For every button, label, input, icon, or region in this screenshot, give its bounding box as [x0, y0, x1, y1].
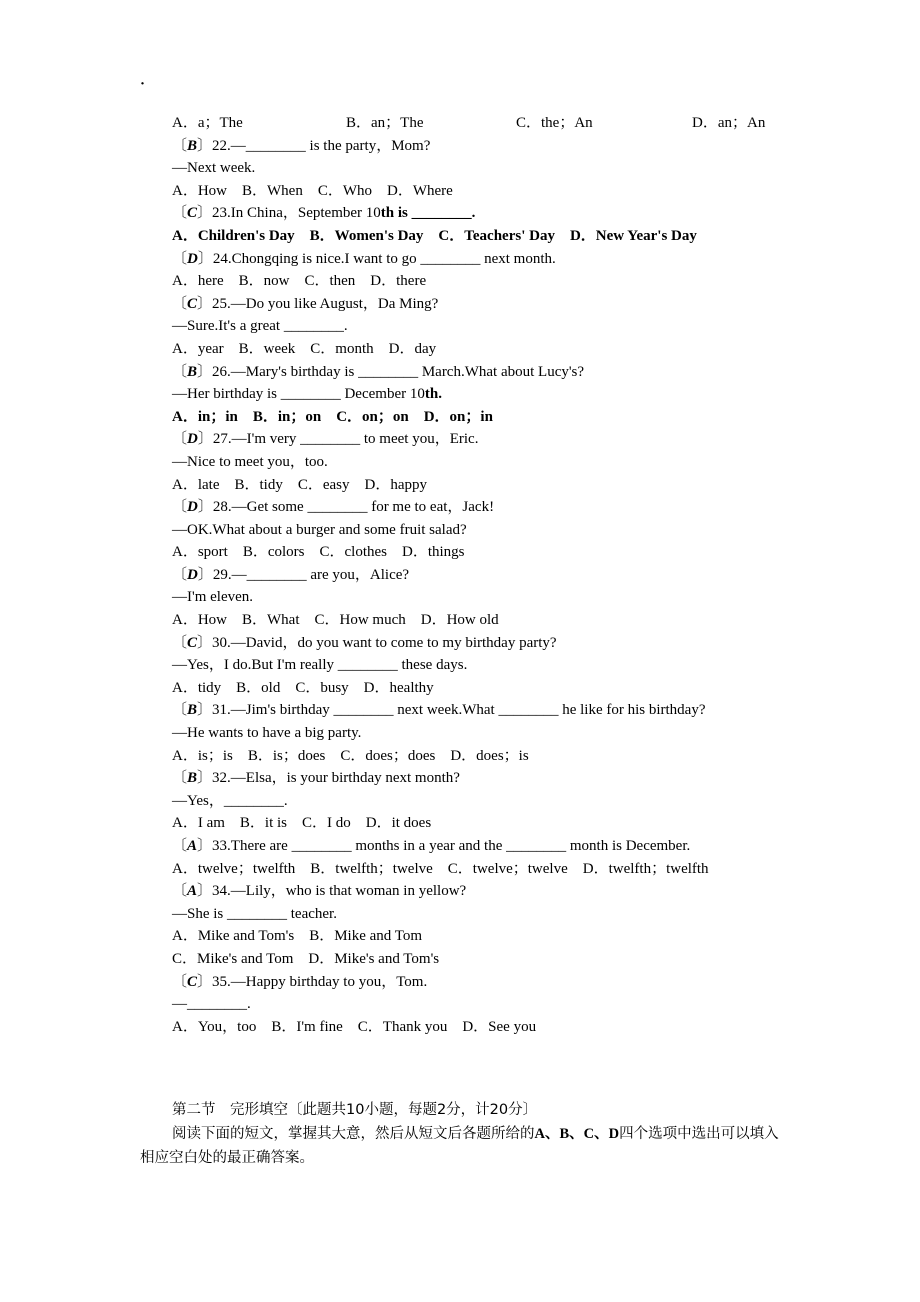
question-28-reply-line [172, 519, 782, 542]
question-26-stem-line: 〔B〕26.—Mary's birthday is ________ March.What about Lucy's? [172, 363, 585, 380]
answer-letter: C [187, 295, 198, 312]
question-number: 28 [212, 499, 228, 516]
q21-option-c: C．the；An [516, 115, 593, 131]
answer-letter: C [187, 205, 198, 222]
page-dot: · [140, 76, 146, 92]
question-27-stem-line: 〔D〕27.—I'm very ________ to meet you，Eric. [172, 431, 479, 448]
question-25-stem-line: 〔C〕25.—Do you like August，Da Ming? [172, 295, 439, 312]
answer-letter: D [187, 499, 198, 516]
question-options: A．year B．week C．month D．day [172, 340, 437, 357]
question-reply: —Next week. [172, 160, 256, 177]
question-reply: —Nice to meet you，too. [172, 453, 328, 470]
answer-letter: A [187, 883, 198, 900]
q21-options [172, 112, 782, 135]
question-30-stem-line: 〔C〕30.—David，do you want to come to my birthday party? [172, 634, 557, 651]
question-25-options-line [172, 338, 782, 361]
question-29-reply-line [172, 586, 782, 609]
question-reply: —________. [172, 996, 251, 1013]
question-31-reply-line [172, 722, 782, 745]
q21-option-a: A．a；The [172, 115, 243, 131]
question-options: A．I am B．it is C．I do D．it does [172, 815, 432, 832]
question-number: 33 [212, 838, 228, 854]
question-34-options-line-2 [172, 948, 782, 971]
question-27-options-line [172, 474, 782, 497]
answer-letter: C [187, 973, 198, 990]
question-reply: —Yes，________. [172, 792, 288, 809]
question-35-options-line [172, 1016, 782, 1039]
question-options: A．twelve；twelfth B．twelfth；twelve C．twelve；twelve D．twelfth；twelfth [172, 860, 709, 877]
question-29-options-line [172, 609, 782, 632]
question-options: A．Children's Day B．Women's Day C．Teachers' Day D．New Year's Day [172, 227, 697, 244]
question-32-options-line [172, 812, 782, 835]
question-31-options-line [172, 745, 782, 768]
answer-letter: B [187, 137, 198, 154]
question-22-options-line [172, 180, 782, 203]
question-reply: —OK.What about a burger and some fruit salad? [172, 521, 467, 538]
question-reply: —Her birthday is ________ December 10 [172, 386, 425, 403]
question-23-options-line [172, 225, 782, 248]
question-options: A．is；is B．is；does C．does；does D．does；is [172, 747, 529, 764]
question-28-options-line [172, 541, 782, 564]
answer-letter: D [187, 250, 198, 267]
question-23-stem-line: 〔C〕23.In China，September 10th is ________. [172, 205, 476, 222]
q21-option-d: D．an；An [692, 115, 766, 131]
question-32-stem-line: 〔B〕32.—Elsa，is your birthday next month? [172, 770, 460, 787]
answer-letter: C [187, 634, 198, 651]
question-stem: .—I'm very ________ to meet you，Eric. [227, 431, 479, 448]
question-34-reply-line [172, 903, 782, 926]
question-number: 23 [212, 205, 228, 222]
question-reply: —Sure.It's a great ________. [172, 318, 348, 335]
question-28-stem-line: 〔D〕28.—Get some ________ for me to eat，Jack! [172, 499, 495, 516]
question-stem: .—David，do you want to come to my birthday party? [227, 634, 557, 651]
question-options: A．in；in B．in；on C．on；on D．on；in [172, 408, 493, 425]
answer-letter: B [187, 702, 198, 719]
question-reply: —He wants to have a big party. [172, 725, 362, 742]
question-options-2: C．Mike's and Tom D．Mike's and Tom's [172, 950, 440, 967]
question-options: A．here B．now C．then D．there [172, 273, 427, 290]
question-33-options-line [172, 858, 782, 881]
answer-letter: B [187, 363, 198, 380]
question-32-reply-line [172, 790, 782, 813]
question-29-stem-line: 〔D〕29.—________ are you，Alice? [172, 566, 410, 583]
question-options: A．Mike and Tom's B．Mike and Tom [172, 928, 423, 945]
question-stem: .—Elsa，is your birthday next month? [227, 770, 460, 787]
section-instructions: 阅读下面的短文，掌握其大意，然后从短文后各题所给的A、B、C、D四个选项中选出可以填入相应空白处的最正确答案。 [140, 1126, 779, 1166]
question-number: 32 [212, 770, 228, 787]
question-number: 35 [212, 973, 228, 990]
question-number: 34 [212, 883, 228, 900]
question-options: A．late B．tidy C．easy D．happy [172, 476, 427, 493]
answer-letter: D [187, 566, 198, 583]
answer-letter: D [187, 431, 198, 448]
question-33-stem-line: 〔A〕33.There are ________ months in a year and the ________ month is December. [172, 838, 691, 854]
question-stem: .—________ are you，Alice? [227, 566, 410, 583]
question-stem: .—Do you like August，Da Ming? [227, 295, 439, 312]
question-number: 30 [212, 634, 228, 651]
question-stem-bold: th is ________. [380, 205, 476, 222]
question-stem: .Chongqing is nice.I want to go ________ next month. [227, 250, 556, 267]
question-stem: .There are ________ months in a year and the ________ month is December. [227, 838, 691, 854]
question-stem: .—Mary's birthday is ________ March.What about Lucy's? [227, 363, 585, 380]
q21-option-b: B．an；The [346, 115, 424, 131]
question-34-stem-line: 〔A〕34.—Lily，who is that woman in yellow? [172, 883, 467, 900]
question-number: 29 [212, 566, 228, 583]
question-number: 24 [212, 250, 228, 267]
question-number: 22 [212, 137, 228, 154]
question-22-stem-line: 〔B〕22.—________ is the party，Mom? [172, 137, 431, 154]
answer-letter: B [187, 770, 198, 787]
question-26-reply-line [172, 383, 782, 406]
question-30-options-line [172, 677, 782, 700]
question-25-reply-line [172, 315, 782, 338]
question-stem: .—Jim's birthday ________ next week.What ________ he like for his birthday? [227, 702, 706, 719]
question-30-reply-line [172, 654, 782, 677]
question-options: A．How B．What C．How much D．How old [172, 612, 499, 629]
question-reply: —She is ________ teacher. [172, 905, 337, 922]
question-reply: —Yes，I do.But I'm really ________ these days. [172, 657, 468, 674]
question-options: A．sport B．colors C．clothes D．things [172, 544, 465, 561]
question-number: 31 [212, 702, 228, 719]
question-26-options-line [172, 406, 782, 429]
question-reply: —I'm eleven. [172, 589, 254, 606]
question-list [172, 112, 782, 1038]
question-35-stem-line: 〔C〕35.—Happy birthday to you，Tom. [172, 973, 428, 990]
question-22-reply-line [172, 157, 782, 180]
question-number: 26 [212, 363, 228, 380]
question-stem: .In China，September 10 [227, 205, 381, 222]
question-options: A．tidy B．old C．busy D．healthy [172, 679, 434, 696]
question-stem: .—Lily，who is that woman in yellow? [227, 883, 467, 900]
question-options: A．You，too B．I'm fine C．Thank you D．See you [172, 1018, 537, 1035]
question-27-reply-line [172, 451, 782, 474]
question-number: 27 [212, 431, 228, 448]
answer-letter: A [187, 838, 198, 854]
question-number: 25 [212, 295, 228, 312]
question-35-reply-line [172, 993, 782, 1016]
question-31-stem-line: 〔B〕31.—Jim's birthday ________ next week.What ________ he like for his birthday? [172, 702, 706, 719]
question-options: A．How B．When C．Who D．Where [172, 182, 453, 199]
question-24-options-line [172, 270, 782, 293]
question-reply-bold: th. [424, 386, 442, 403]
question-stem: .—Happy birthday to you，Tom. [227, 973, 428, 990]
question-stem: .—Get some ________ for me to eat，Jack! [227, 499, 495, 516]
section-title: 第二节 完形填空〔此题共10小题，每题2分，计20分〕 [172, 1102, 538, 1118]
question-34-options-line [172, 925, 782, 948]
question-24-stem-line: 〔D〕24.Chongqing is nice.I want to go ________ next month. [172, 250, 556, 267]
question-stem: .—________ is the party，Mom? [227, 137, 431, 154]
